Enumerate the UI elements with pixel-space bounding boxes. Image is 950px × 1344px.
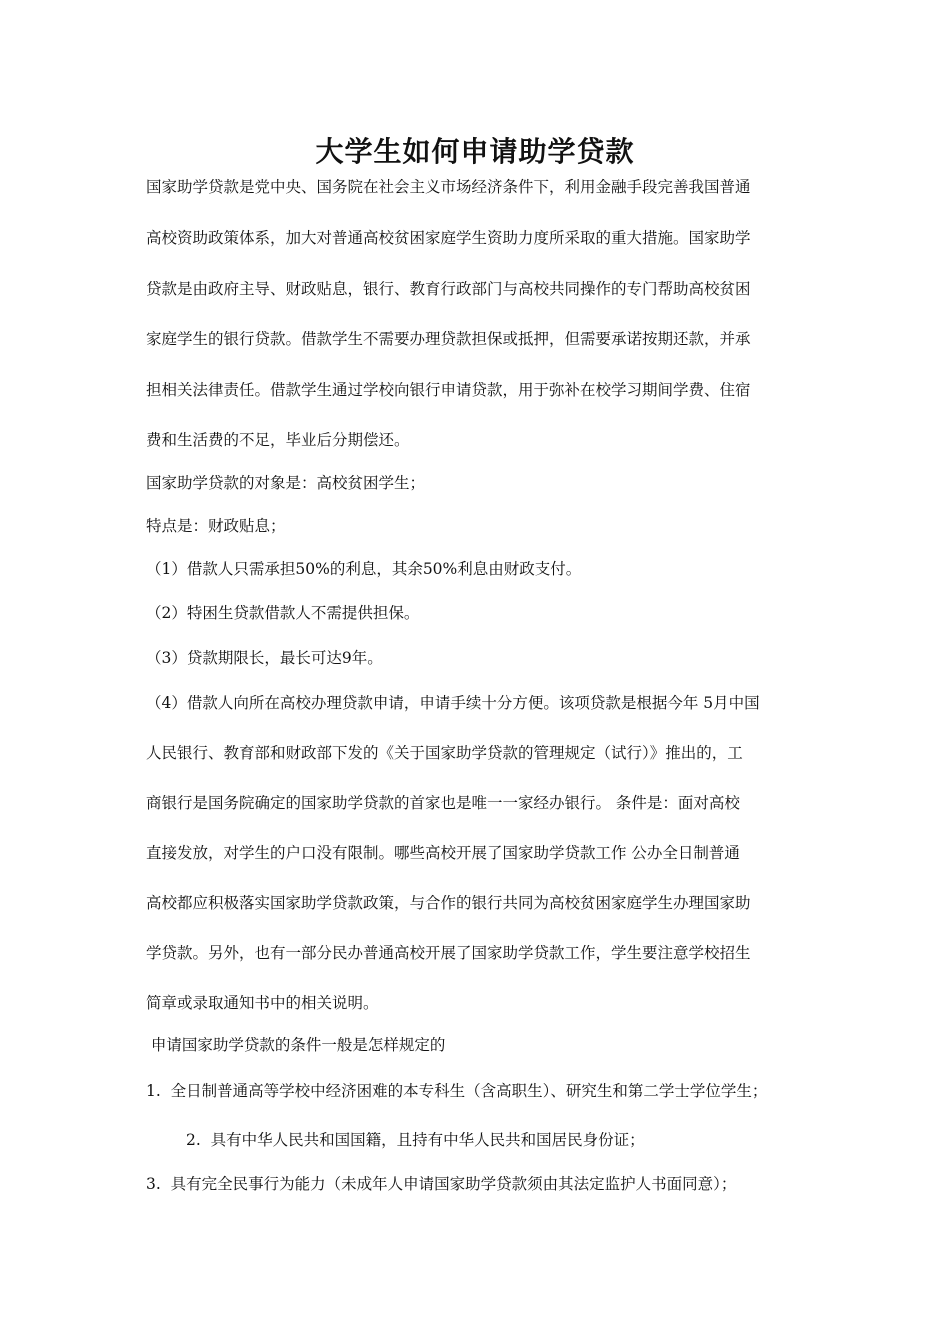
target-line: 国家助学贷款的对象是：高校贫困学生； — [146, 474, 426, 492]
feature4-line-3: 商银行是国务院确定的国家助学贷款的首家也是唯一一家经办银行。 条件是：面对高校 — [146, 794, 740, 812]
intro-line-2: 高校资助政策体系，加大对普通高校贫困家庭学生资助力度所采取的重大措施。国家助学 — [146, 229, 751, 247]
feature4-line-7: 简章或录取通知书中的相关说明。 — [146, 994, 379, 1012]
feature4-line-6: 学贷款。另外，也有一部分民办普通高校开展了国家助学贷款工作，学生要注意学校招生 — [146, 944, 751, 962]
intro-line-1: 国家助学贷款是党中央、国务院在社会主义市场经济条件下，利用金融手段完善我国普通 — [146, 178, 751, 196]
feature-item-2: （2）特困生贷款借款人不需提供担保。 — [146, 604, 420, 622]
feature4-line-1: （4）借款人向所在高校办理贷款申请，申请手续十分方便。该项贷款是根据今年 5月中国 — [146, 694, 760, 712]
intro-line-5: 担相关法律责任。借款学生通过学校向银行申请贷款，用于弥补在校学习期间学费、住宿 — [146, 381, 751, 399]
feature4-line-5: 高校都应积极落实国家助学贷款政策，与合作的银行共同为高校贫困家庭学生办理国家助 — [146, 894, 751, 912]
intro-line-3: 贷款是由政府主导、财政贴息，银行、教育行政部门与高校共同操作的专门帮助高校贫困 — [146, 280, 751, 298]
feature-item-1: （1）借款人只需承担50%的利息，其余50%利息由财政支付。 — [146, 560, 582, 578]
feature4-line-4: 直接发放，对学生的户口没有限制。哪些高校开展了国家助学贷款工作 公办全日制普通 — [146, 844, 740, 862]
document-title: 大学生如何申请助学贷款 — [315, 135, 635, 168]
conditions-heading: 申请国家助学贷款的条件一般是怎样规定的 — [146, 1036, 446, 1054]
features-heading: 特点是：财政贴息； — [146, 517, 286, 535]
intro-line-4: 家庭学生的银行贷款。借款学生不需要办理贷款担保或抵押，但需要承诺按期还款，并承 — [146, 330, 751, 348]
feature-item-3: （3）贷款期限长，最长可达9年。 — [146, 649, 383, 667]
condition-item-1: 1. 全日制普通高等学校中经济困难的本专科生（含高职生）、研究生和第二学士学位学生； — [146, 1082, 768, 1100]
condition-item-3: 3. 具有完全民事行为能力（未成年人申请国家助学贷款须由其法定监护人书面同意）； — [146, 1175, 737, 1193]
intro-line-6: 费和生活费的不足，毕业后分期偿还。 — [146, 431, 410, 449]
condition-item-2: 2. 具有中华人民共和国国籍，且持有中华人民共和国居民身份证； — [186, 1131, 645, 1149]
feature4-line-2: 人民银行、教育部和财政部下发的《关于国家助学贷款的管理规定（试行）》推出的，工 — [146, 744, 743, 762]
